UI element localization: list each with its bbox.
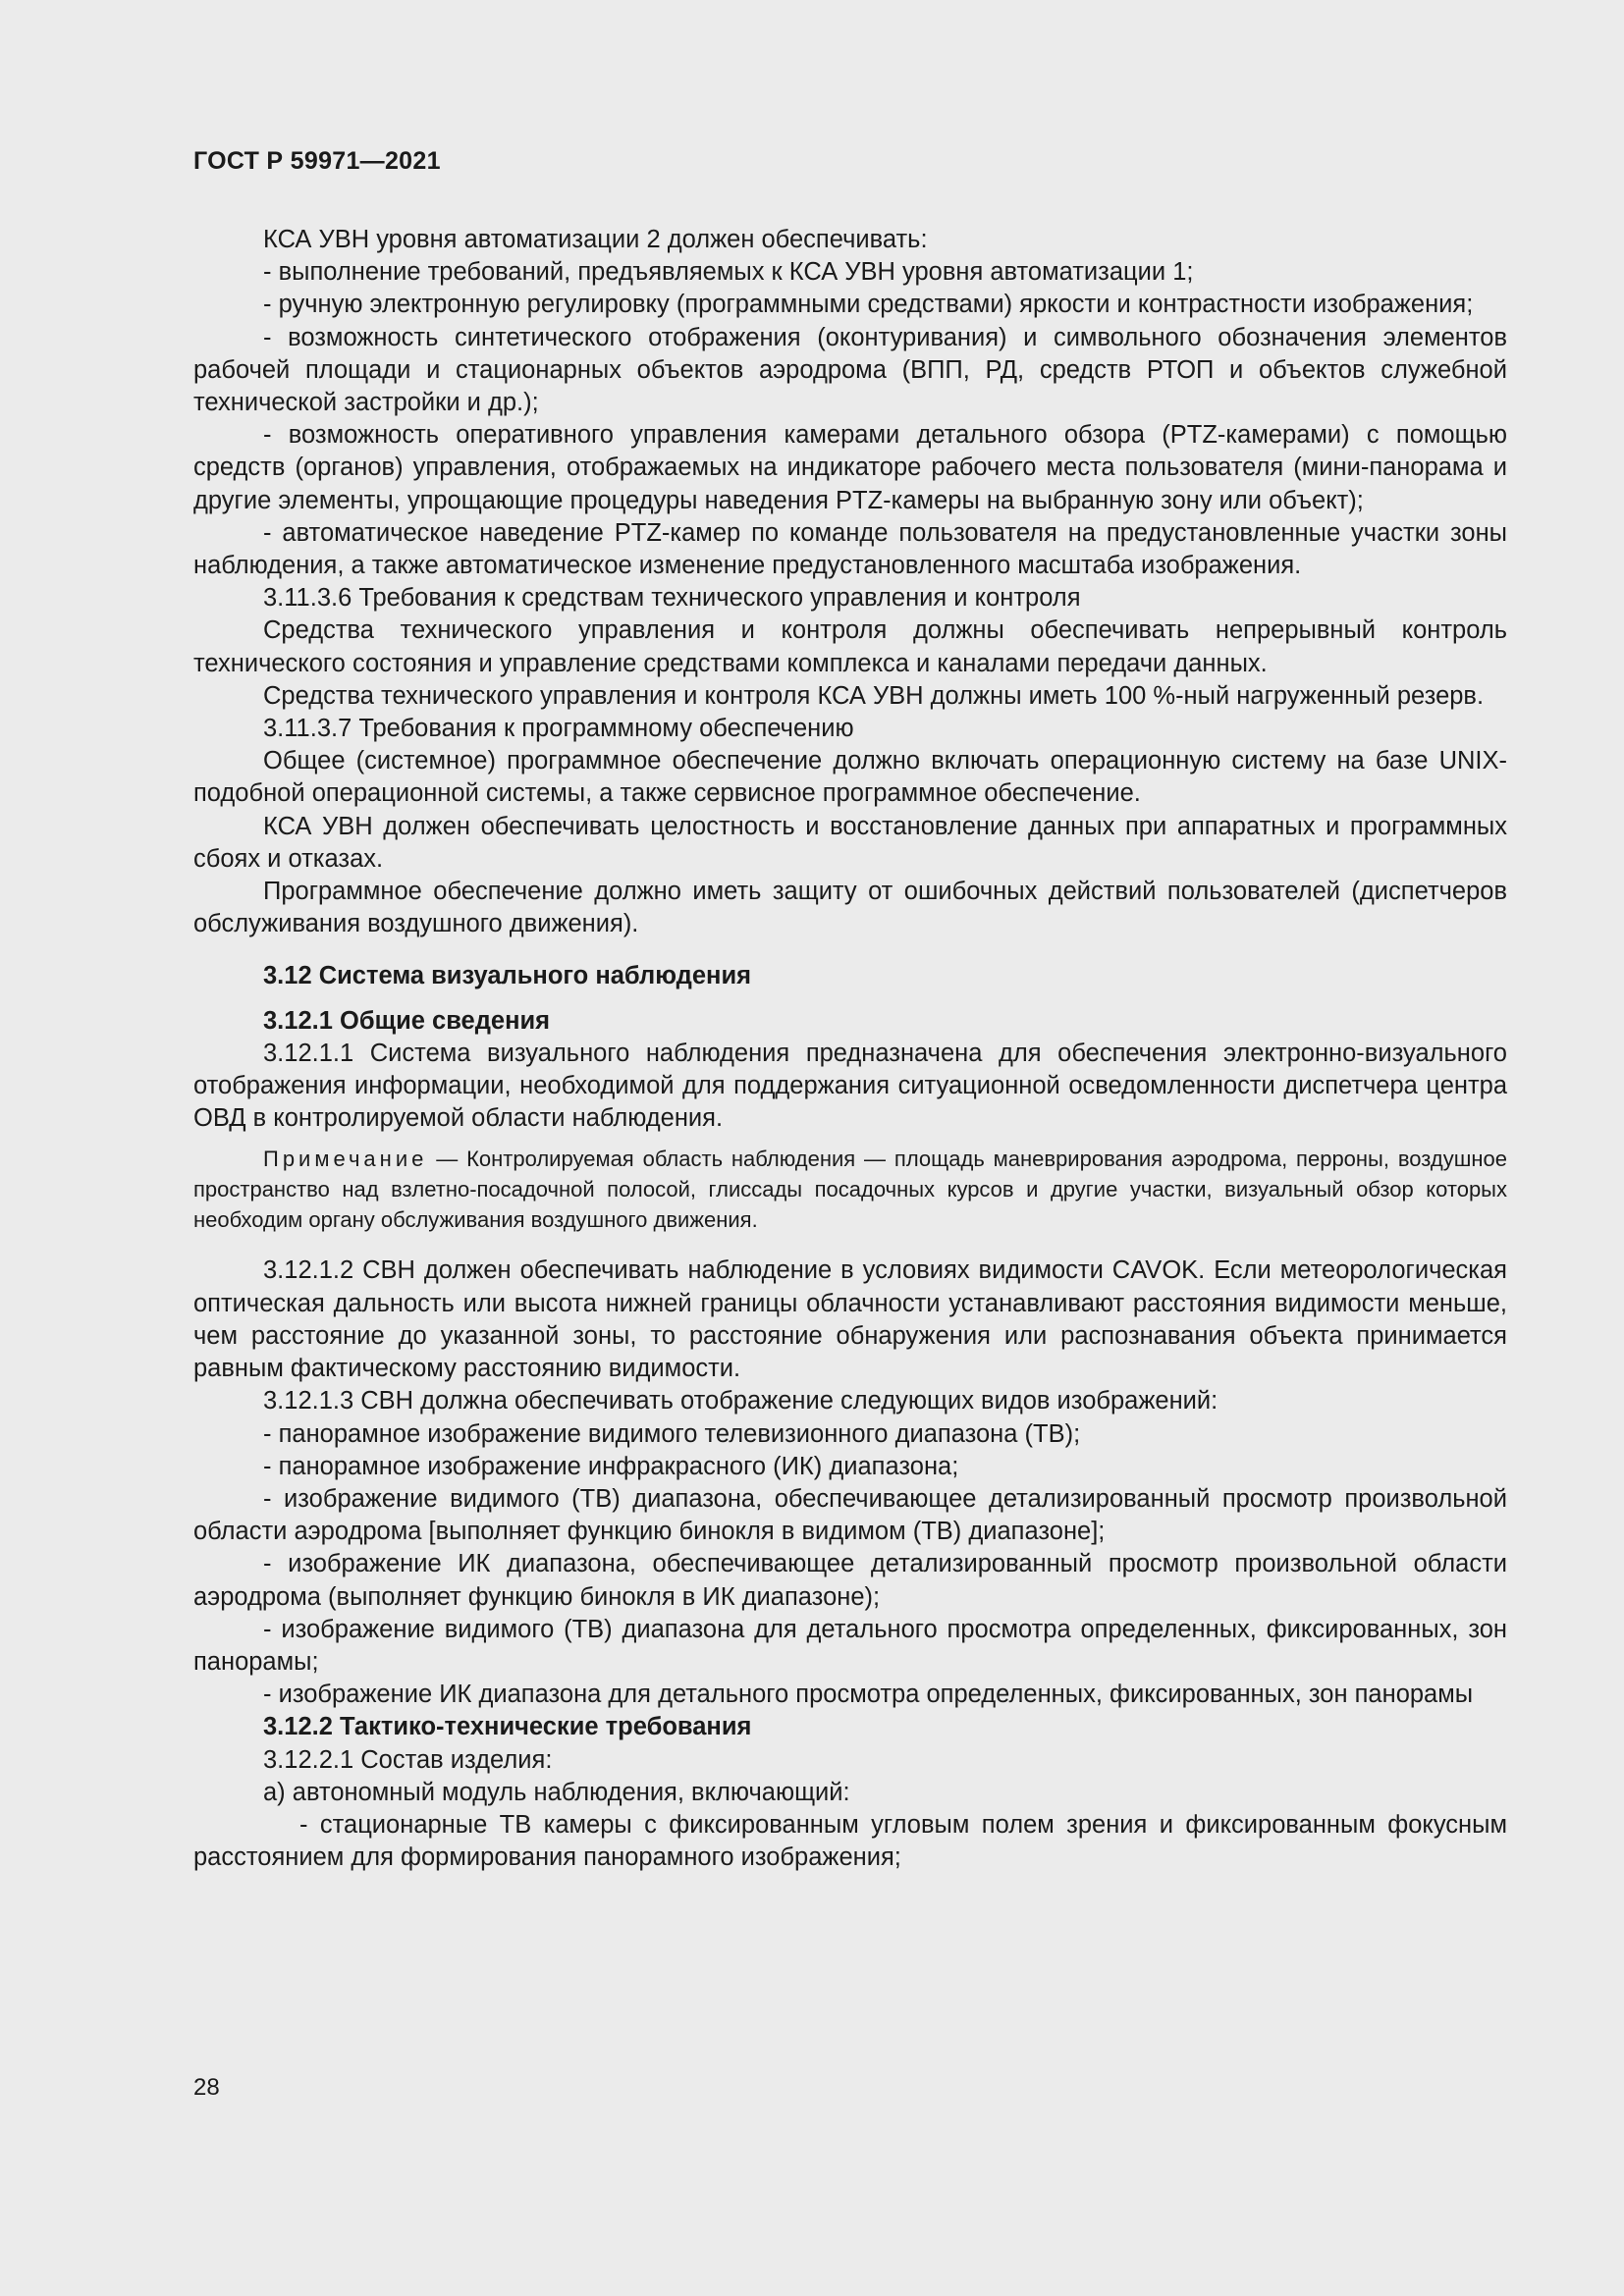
- list-item: - стационарные ТВ камеры с фиксированным угловым полем зрения и фиксированным фокусным расстоянием для формирования панорамного изображения;: [193, 1810, 1507, 1872]
- paragraph: 3.12.2.1 Состав изделия:: [263, 1745, 553, 1774]
- document-code: ГОСТ Р 59971—2021: [193, 147, 441, 175]
- clause-title: 3.11.3.6 Требования к средствам технического управления и контроля: [263, 584, 1081, 613]
- paragraph: КСА УВН должен обеспечивать целостность и восстановление данных при аппаратных и программных сбоях и отказах.: [193, 812, 1507, 873]
- list-item: - изображение ИК диапазона, обеспечивающее детализированный просмотр произвольной области аэродрома (выполняет функцию бинокля в ИК диапазоне);: [193, 1550, 1507, 1611]
- list-item: а) автономный модуль наблюдения, включающий:: [263, 1778, 850, 1806]
- list-item: - возможность синтетического отображения (оконтуривания) и символьного обозначения элементов рабочей площади и стационарных объектов аэродрома (ВПП, РД, средств РТОП и объектов служебной технической застройки и др.);: [193, 323, 1507, 417]
- document-body: [193, 224, 1507, 1874]
- list-item: - изображение видимого (ТВ) диапазона, обеспечивающее детализированный просмотр произвольной области аэродрома [выполняет функцию бинокля в видимом (ТВ) диапазоне];: [193, 1484, 1507, 1546]
- note-text: — Контролируемая область наблюдения — площадь маневрирования аэродрома, перроны, воздушное пространство над взлетно-посадочной полосой, глиссады посадочных курсов и другие участки, визуальный обзор которых необходим органу обслуживания воздушного движения.: [193, 1147, 1507, 1233]
- subsection-heading: 3.12.2 Тактико-технические требования: [263, 1713, 752, 1741]
- list-item: - изображение видимого (ТВ) диапазона для детального просмотра определенных, фиксированных, зон панорамы;: [193, 1615, 1507, 1676]
- list-item: - автоматическое наведение PTZ-камер по команде пользователя на предустановленные участки зоны наблюдения, а также автоматическое изменение предустановленного масштаба изображения.: [193, 518, 1507, 580]
- paragraph: Средства технического управления и контроля должны обеспечивать непрерывный контроль технического состояния и управление средствами комплекса и каналами передачи данных.: [193, 616, 1507, 677]
- page-number: 28: [193, 2074, 220, 2101]
- list-item: - изображение ИК диапазона для детального просмотра определенных, фиксированных, зон панорамы: [263, 1681, 1474, 1709]
- paragraph: КСА УВН уровня автоматизации 2 должен обеспечивать:: [263, 226, 928, 253]
- subsection-heading: 3.12.1 Общие сведения: [263, 1006, 551, 1035]
- list-item: - выполнение требований, предъявляемых к КСА УВН уровня автоматизации 1;: [263, 258, 1194, 287]
- paragraph: 3.12.1.3 СВН должна обеспечивать отображение следующих видов изображений:: [263, 1387, 1218, 1415]
- paragraph: 3.12.1.2 СВН должен обеспечивать наблюдение в условиях видимости CAVOK. Если метеорологическая оптическая дальность или высота нижней границы облачности устанавливают расстояния видимости меньше, чем расстояние до указанной зоны, то расстояние обнаружения или распознавания объекта принимается равным фактическому расстоянию видимости.: [193, 1256, 1507, 1383]
- paragraph: Средства технического управления и контроля КСА УВН должны иметь 100 %-ный нагруженный резерв.: [263, 681, 1485, 710]
- section-heading: 3.12 Система визуального наблюдения: [263, 962, 752, 990]
- list-item: - возможность оперативного управления камерами детального обзора (PTZ-камерами) с помощью средств (органов) управления, отображаемых на индикаторе рабочего места пользователя (мини-панорама и другие элементы, упрощающие процедуры наведения PTZ-камеры на выбранную зону или объект);: [193, 421, 1507, 514]
- paragraph: 3.12.1.1 Система визуального наблюдения предназначена для обеспечения электронно-визуального отображения информации, необходимой для поддержания ситуационной осведомленности диспетчера центра ОВД в контролируемой области наблюдения.: [193, 1039, 1507, 1133]
- paragraph: Общее (системное) программное обеспечение должно включать операционную систему на базе UNIX-подобной операционной системы, а также сервисное программное обеспечение.: [193, 747, 1507, 808]
- paragraph: Программное обеспечение должно иметь защиту от ошибочных действий пользователей (диспетчеров обслуживания воздушного движения).: [193, 878, 1507, 938]
- list-item: - панорамное изображение инфракрасного (ИК) диапазона;: [263, 1452, 959, 1480]
- note-label: Примечание: [263, 1147, 428, 1172]
- list-item: - ручную электронную регулировку (программными средствами) яркости и контрастности изображения;: [263, 291, 1474, 319]
- clause-title: 3.11.3.7 Требования к программному обеспечению: [263, 715, 854, 743]
- list-item: - панорамное изображение видимого телевизионного диапазона (ТВ);: [263, 1419, 1081, 1448]
- note: [193, 1144, 1507, 1235]
